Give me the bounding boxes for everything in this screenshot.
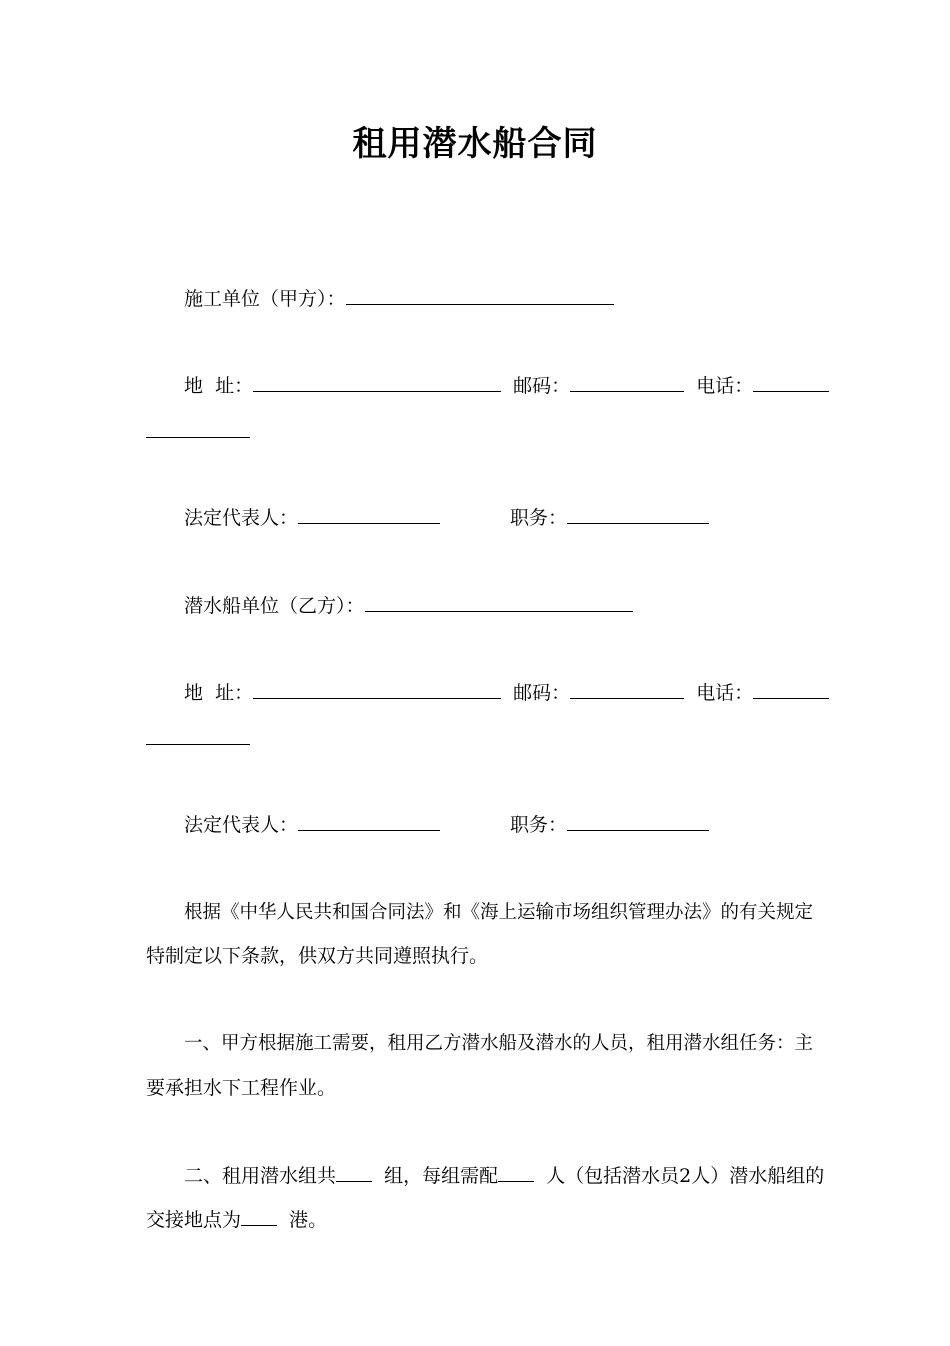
- party-b-position-blank: [567, 812, 709, 831]
- clause-2-text-3: 人（包括潜水员2人）潜水船组的: [546, 1165, 825, 1187]
- party-a-phone-blank-continued: [146, 436, 250, 438]
- party-a-rep-row: [184, 505, 440, 530]
- party-b-unit-label: 潜水船单位（乙方）：: [184, 595, 365, 617]
- party-a-address-label: 地 址：: [184, 375, 254, 397]
- party-a-address-row: [184, 373, 829, 398]
- party-a-unit-blank: [346, 286, 614, 305]
- clause-2-port-blank: [241, 1207, 277, 1226]
- party-b-phone-blank-continued: [146, 743, 250, 745]
- party-b-unit-row: [184, 593, 633, 618]
- clause-2-text-1: 二、租用潜水组共: [184, 1165, 337, 1187]
- party-b-rep-blank: [298, 812, 440, 831]
- party-b-rep-label: 法定代表人：: [184, 814, 299, 836]
- party-a-phone-blank: [753, 373, 829, 392]
- party-a-unit-row: [184, 286, 614, 311]
- party-b-unit-blank: [365, 593, 633, 612]
- party-b-address-label: 地 址：: [184, 682, 254, 704]
- clause-2-groups-blank: [336, 1163, 372, 1182]
- party-a-position-row: [510, 505, 709, 530]
- clause-2-text-5: 港。: [289, 1209, 328, 1231]
- party-a-unit-label: 施工单位（甲方）：: [184, 288, 346, 310]
- party-a-postcode-label: 邮码：: [513, 375, 571, 397]
- party-b-postcode-label: 邮码：: [513, 682, 571, 704]
- clause-2-line-2: [146, 1207, 327, 1232]
- party-a-position-label: 职务：: [510, 507, 568, 529]
- party-a-rep-label: 法定代表人：: [184, 507, 299, 529]
- clause-2-line-1: [184, 1163, 824, 1188]
- party-b-position-row: [510, 812, 709, 837]
- party-b-address-blank: [253, 680, 501, 699]
- party-a-position-blank: [567, 505, 709, 524]
- preamble-line-2: 特制定以下条款，供双方共同遵照执行。: [146, 945, 489, 967]
- clause-1-line-1: 一、甲方根据施工需要，租用乙方潜水船及潜水的人员，租用潜水组任务：主: [184, 1033, 814, 1054]
- page-title: 租用潜水船合同: [352, 124, 598, 164]
- party-a-rep-blank: [298, 505, 440, 524]
- preamble-line-1: 根据《中华人民共和国合同法》和《海上运输市场组织管理办法》的有关规定: [184, 902, 814, 923]
- clause-1-line-2: 要承担水下工程作业。: [146, 1077, 337, 1099]
- party-b-address-row: [184, 680, 829, 705]
- party-b-position-label: 职务：: [510, 814, 568, 836]
- clause-2-text-4: 交接地点为: [146, 1209, 242, 1231]
- party-b-phone-label: 电话：: [696, 682, 754, 704]
- clause-2-persons-blank: [498, 1163, 534, 1182]
- party-a-postcode-blank: [570, 373, 684, 392]
- party-b-rep-row: [184, 812, 440, 837]
- party-a-address-blank: [253, 373, 501, 392]
- party-a-phone-label: 电话：: [696, 375, 754, 397]
- party-b-postcode-blank: [570, 680, 684, 699]
- party-b-phone-blank: [753, 680, 829, 699]
- clause-2-text-2: 组，每组需配: [384, 1165, 499, 1187]
